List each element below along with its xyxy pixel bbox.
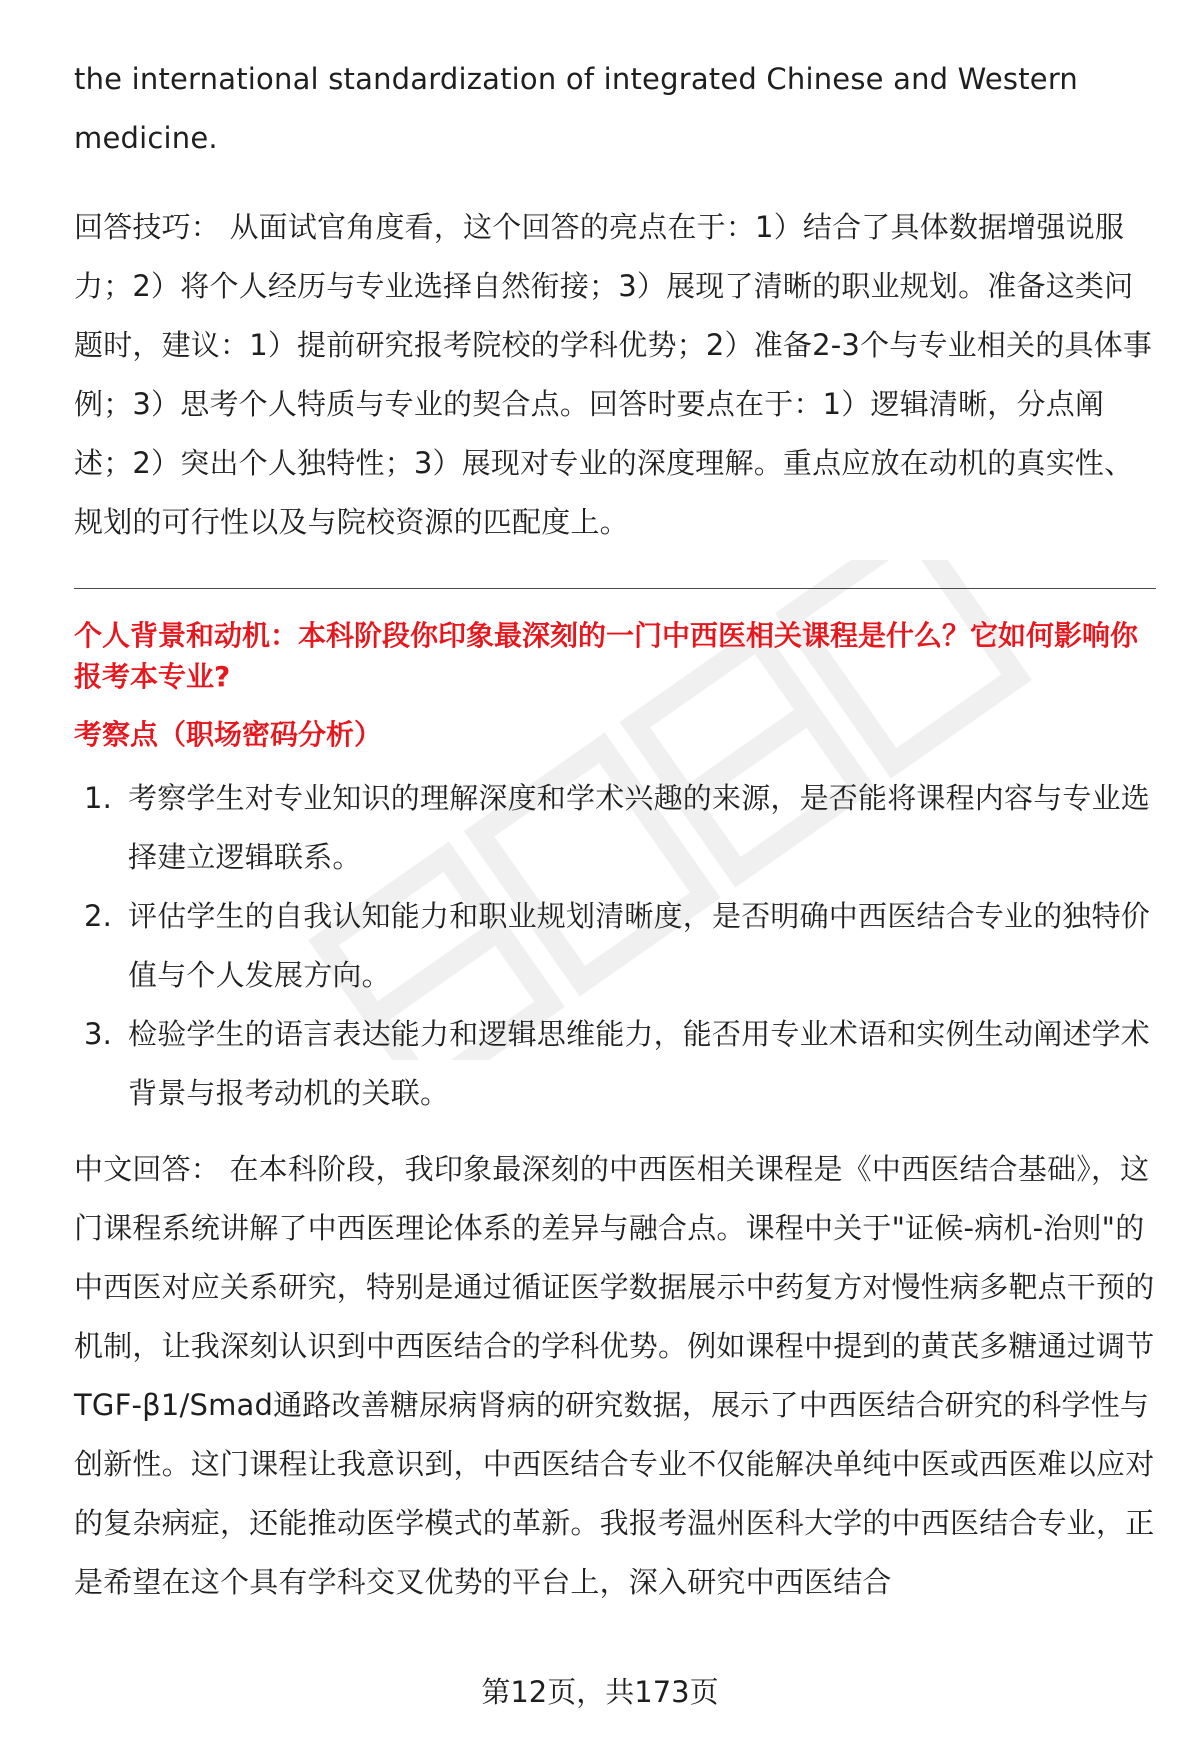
chinese-answer-text: 在本科阶段，我印象最深刻的中西医相关课程是《中西医结合基础》，这门课程系统讲解了中西医理论体系的差异与融合点。课程中关于"证候-病机-治则"的中西医对应关系研究，特别是通过循证医学数据展示中药复方对慢性病多靶点干预的机制，让我深刻认识到中西医结合的学科优势。例如课程中提到的黄芪多糖通过调节TGF-β1/Smad通路改善糖尿病肾病的研究数据，展示了中西医结合研究的科学性与创新性。这门课程让我意识到，中西医结合专业不仅能解决单纯中医或西医难以应对的复杂病症，还能推动医学模式的革新。我报考温州医科大学的中西医结合专业，正是希望在这个具有学科交叉优势的平台上，深入研究中西医结合 <box>74 1152 1155 1599</box>
chinese-answer-paragraph <box>74 1140 1156 1612</box>
assessment-title: 考察点（职场密码分析） <box>74 718 383 751</box>
list-item-text: 考察学生对专业知识的理解深度和学术兴趣的来源，是否能将课程内容与专业选择建立逻辑联系。 <box>128 781 1151 874</box>
list-item-number: 1. <box>84 781 113 815</box>
answer-tip-label: 回答技巧： <box>74 210 221 244</box>
list-item-number: 3. <box>84 1017 113 1051</box>
answer-tip-text: 从面试官角度看，这个回答的亮点在于：1）结合了具体数据增强说服力；2）将个人经历与专业选择自然衔接；3）展现了清晰的职业规划。准备这类问题时，建议：1）提前研究报考院校的学科优势；2）准备2-3个与专业相关的具体事例；3）思考个人特质与专业的契合点。回答时要点在于：1）逻辑清晰，分点阐述；2）突出个人独特性；3）展现对专业的深度理解。重点应放在动机的真实性、规划的可行性以及与院校资源的匹配度上。 <box>74 210 1153 539</box>
page-number-footer: 第12页，共173页 <box>481 1675 719 1709</box>
chinese-answer-label: 中文回答： <box>74 1152 221 1186</box>
list-item <box>74 887 1156 1005</box>
intro-paragraph: the international standardization of integrated Chinese and Western medicine. <box>74 62 1079 155</box>
list-item-text: 评估学生的自我认知能力和职业规划清晰度，是否明确中西医结合专业的独特价值与个人发展方向。 <box>128 899 1151 992</box>
list-item <box>74 769 1156 887</box>
answer-tip-paragraph <box>74 198 1156 552</box>
question-heading: 个人背景和动机：本科阶段你印象最深刻的一门中西医相关课程是什么？它如何影响你报考本专业? <box>74 619 1139 693</box>
list-item-text: 检验学生的语言表达能力和逻辑思维能力，能否用专业术语和实例生动阐述学术背景与报考动机的关联。 <box>128 1017 1151 1110</box>
document-page <box>74 50 1156 1612</box>
list-item-number: 2. <box>84 899 113 933</box>
list-item <box>74 1005 1156 1123</box>
section-divider <box>74 588 1156 589</box>
assessment-list <box>74 769 1156 1123</box>
